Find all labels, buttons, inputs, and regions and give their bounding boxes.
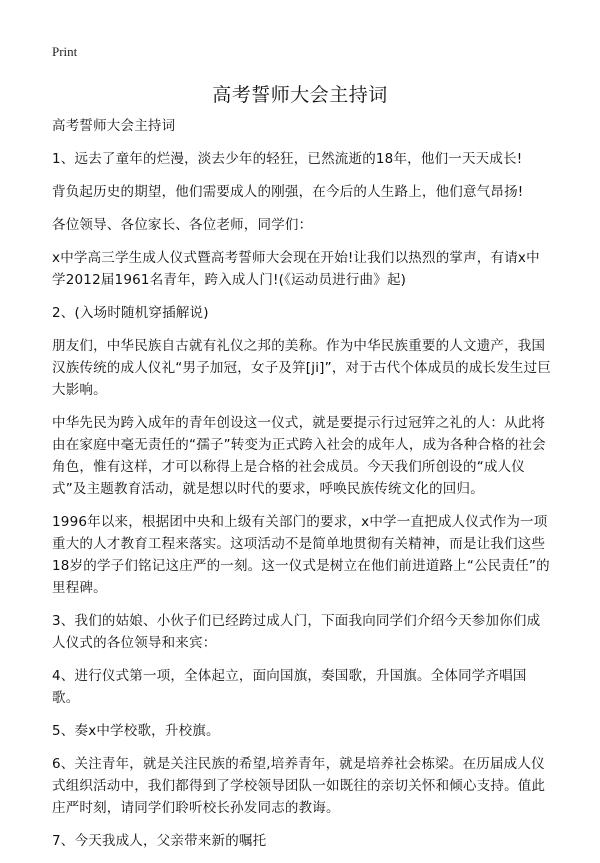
paragraph-12: 6、关注青年，就是关注民族的希望,培养青年，就是培养社会栋梁。在历届成人仪式组织活动中，我们都得到了学校领导团队一如既往的亲切关怀和倾心支持。值此庄严时刻，请同学们聆听校长孙发同志的教诲。 <box>52 756 546 816</box>
paragraph-1: 1、远去了童年的烂漫，淡去少年的轻狂，已然流逝的18年，他们一天天成长! <box>52 151 523 167</box>
paragraph-5: 2、(入场时随机穿插解说) <box>52 305 209 321</box>
paragraph-7: 中华先民为跨入成年的青年创设这一仪式，就是要提示行过冠笄之礼的人：从此将由在家庭中毫无责任的“孺子”转变为正式跨入社会的成年人，成为各种合格的社会角色，惟有这样，才可以称得上是合格的社会成员。今天我们所创设的“成人仪式”及主题教育活动，就是想以时代的要求，呼唤民族传统文化的回归。 <box>52 415 546 497</box>
paragraph-4: x中学高三学生成人仪式暨高考誓师大会现在开始!让我们以热烈的掌声，有请x中学2012届1961名青年，跨入成人门!(《运动员进行曲》起) <box>52 250 540 288</box>
paragraph-2: 背负起历史的期望，他们需要成人的刚强，在今后的人生路上，他们意气昂扬! <box>52 184 524 200</box>
paragraph-13: 7、今天我成人，父亲带来新的嘱托 <box>52 833 267 849</box>
paragraph-11: 5、奏x中学校歌，升校旗。 <box>52 723 220 739</box>
print-label[interactable]: Print <box>52 44 78 59</box>
paragraph-6: 朋友们，中华民族自古就有礼仪之邦的美称。作为中华民族重要的人文遗产，我国汉族传统的成人仪礼“男子加冠，女子及笄[ji]”，对于古代个体成员的成长发生过巨大影响。 <box>52 338 552 398</box>
paragraph-3: 各位领导、各位家长、各位老师，同学们： <box>52 217 313 233</box>
paragraph-9: 3、我们的姑娘、小伙子们已经跨过成人门，下面我向同学们介绍今天参加你们成人仪式的各位领导和来宾： <box>52 613 541 651</box>
subtitle-paragraph: 高考誓师大会主持词 <box>52 118 176 134</box>
paragraph-10: 4、进行仪式第一项，全体起立，面向国旗，奏国歌，升国旗。全体同学齐唱国歌。 <box>52 668 527 706</box>
document-body <box>52 115 552 863</box>
page-title: 高考誓师大会主持词 <box>212 84 388 106</box>
paragraph-8: 1996年以来，根据团中央和上级有关部门的要求，x中学一直把成人仪式作为一项重大的人才教育工程来落实。这项活动不是简单地贯彻有关精神，而是让我们这些18岁的学子们铭记这庄严的一刻。这一仪式是树立在他们前进道路上“公民责任”的里程碑。 <box>52 514 550 596</box>
